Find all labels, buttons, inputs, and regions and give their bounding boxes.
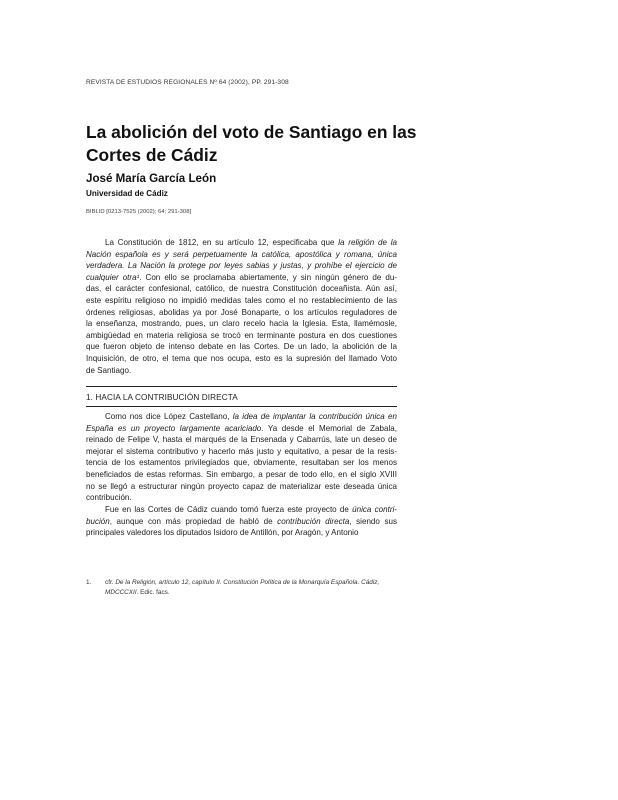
- italic-text: cualquier otra: [86, 272, 137, 282]
- text-run: no se llegó a estructurar ningún proyecto capaz de materializar este deseada única: [86, 481, 397, 491]
- section-paragraph-2: [86, 504, 397, 539]
- text-line: [86, 318, 397, 330]
- text-line: [86, 434, 397, 446]
- intro-paragraph: [86, 237, 397, 376]
- italic-text: contribución directa: [277, 516, 350, 526]
- text-line: [86, 272, 397, 284]
- running-head: REVISTA DE ESTUDIOS REGIONALES Nº 64 (2002), PP. 291-308: [86, 79, 289, 86]
- text-run: . Con ello se proclamaba abiertamente, y sin ningún género de du-: [139, 272, 397, 282]
- text-line: [86, 423, 397, 435]
- title-line: La abolición del voto de Santiago en las: [86, 122, 417, 142]
- text-run: , siendo sus: [349, 516, 397, 526]
- text-line: [86, 457, 397, 469]
- section-heading: 1. HACIA LA CONTRIBUCIÓN DIRECTA: [86, 393, 238, 402]
- text-line: [86, 353, 397, 365]
- text-run: La Constitución de 1812, en su artículo 12, especificaba que: [105, 238, 339, 247]
- italic-text: ¹: [136, 272, 140, 282]
- text-line: [86, 341, 397, 353]
- italic-text: MDCCCXII: [105, 589, 137, 596]
- text-line: [86, 249, 397, 261]
- text-line: [86, 307, 397, 319]
- text-run: cfr.: [105, 579, 116, 586]
- italic-text: única contri-: [352, 505, 397, 514]
- text-run: Como nos dice López Castellano,: [105, 412, 233, 421]
- author-name: José María García León: [86, 172, 217, 185]
- text-run: . Edic. facs.: [136, 589, 170, 596]
- biblid-reference: BIBLID [0213-7525 (2002); 64; 291-308]: [86, 209, 192, 215]
- text-line: [86, 295, 397, 307]
- text-line: [86, 365, 397, 377]
- italic-text: la religión de la: [338, 238, 397, 247]
- title-line: Cortes de Cádiz: [86, 145, 218, 165]
- text-line: [86, 516, 397, 528]
- article-title: [86, 121, 446, 167]
- text-run: Fue en las Cortes de Cádiz cuando tomó fuerza este proyecto de: [105, 505, 353, 514]
- author-affiliation: Universidad de Cádiz: [86, 189, 168, 198]
- footnote-number: 1.: [86, 579, 92, 586]
- text-line: [86, 411, 397, 423]
- text-line: [86, 446, 397, 458]
- text-run: la enseñanza, mostrando, pues, un claro recelo hacia la Iglesia. Esta, llamémosle,: [86, 319, 397, 329]
- section-paragraph-1: [86, 411, 397, 504]
- text-run: principales valedores los diputados Isidoro de Antillón, por Aragón, y Antonio: [86, 528, 359, 538]
- text-run: que fueron objeto de intenso debate en las Cortes. De un lado, la abolición de la: [86, 342, 397, 352]
- italic-text: la idea de implantar la contribución única en: [232, 412, 398, 421]
- italic-text: De la Religión, artículo 12, capítulo II. Constitución Política de la Monarquía Española. Cádiz,: [115, 579, 380, 586]
- text-run: de Santiago.: [86, 365, 132, 375]
- text-run: este espíritu religioso no impidió medidas tales como el no restablecimiento de las: [86, 295, 397, 305]
- text-run: . Ya desde el Memorial de Zabala,: [261, 423, 397, 433]
- text-run: órdenes religiosas, abolidas ya por José Bonaparte, o los artículos reguladores de: [86, 307, 397, 317]
- text-run: beneficiados de estas reformas. Sin embargo, a pesar de todo ello, en el siglo XVIII: [86, 469, 397, 479]
- text-line: [86, 469, 397, 481]
- text-line: [86, 492, 397, 504]
- text-run: mejorar el sistema contributivo y hacerlo más justo y equitativo, a pesar de la resis-: [86, 446, 397, 456]
- italic-text: bución: [86, 516, 110, 526]
- italic-text: verdadera. La Nación la protege por leyes sabias y justas, y prohíbe el ejercicio de: [86, 261, 397, 271]
- text-line: [86, 330, 397, 342]
- text-run: , aunque con más propiedad de habló de: [109, 516, 278, 526]
- text-line: [86, 481, 397, 493]
- text-line: [105, 578, 397, 588]
- text-run: das, el carácter confesional, católico, de nuestra Constitución doceañista. Aún así,: [86, 284, 397, 294]
- text-run: reinado de Felipe V, hasta el marqués de la Ensenada y Cabarrús, late un deseo de: [86, 435, 397, 445]
- italic-text: España es un proyecto largamente acariciado: [86, 423, 262, 433]
- text-run: ambigüedad en materia religiosa se trocó en terminante postura en dos cuestiones: [86, 330, 397, 340]
- text-line: [86, 283, 397, 295]
- footnote-text: [105, 578, 397, 598]
- text-line: [86, 260, 397, 272]
- text-run: tencia de los estamentos privilegiados que, obviamente, resultaban ser los menos: [86, 458, 397, 468]
- text-line: [105, 588, 397, 598]
- text-line: [86, 527, 397, 539]
- section-rule-bottom: [86, 406, 397, 407]
- italic-text: Nación española es y será perpetuamente la católica, apostólica y romana, única: [86, 249, 397, 259]
- section-rule-top: [86, 386, 397, 387]
- text-run: contribución.: [86, 493, 132, 503]
- text-line: [86, 237, 397, 249]
- text-run: Inquisición, de otro, el tema que nos ocupa, esto es la supresión del llamado Voto: [86, 353, 397, 363]
- text-line: [86, 504, 397, 516]
